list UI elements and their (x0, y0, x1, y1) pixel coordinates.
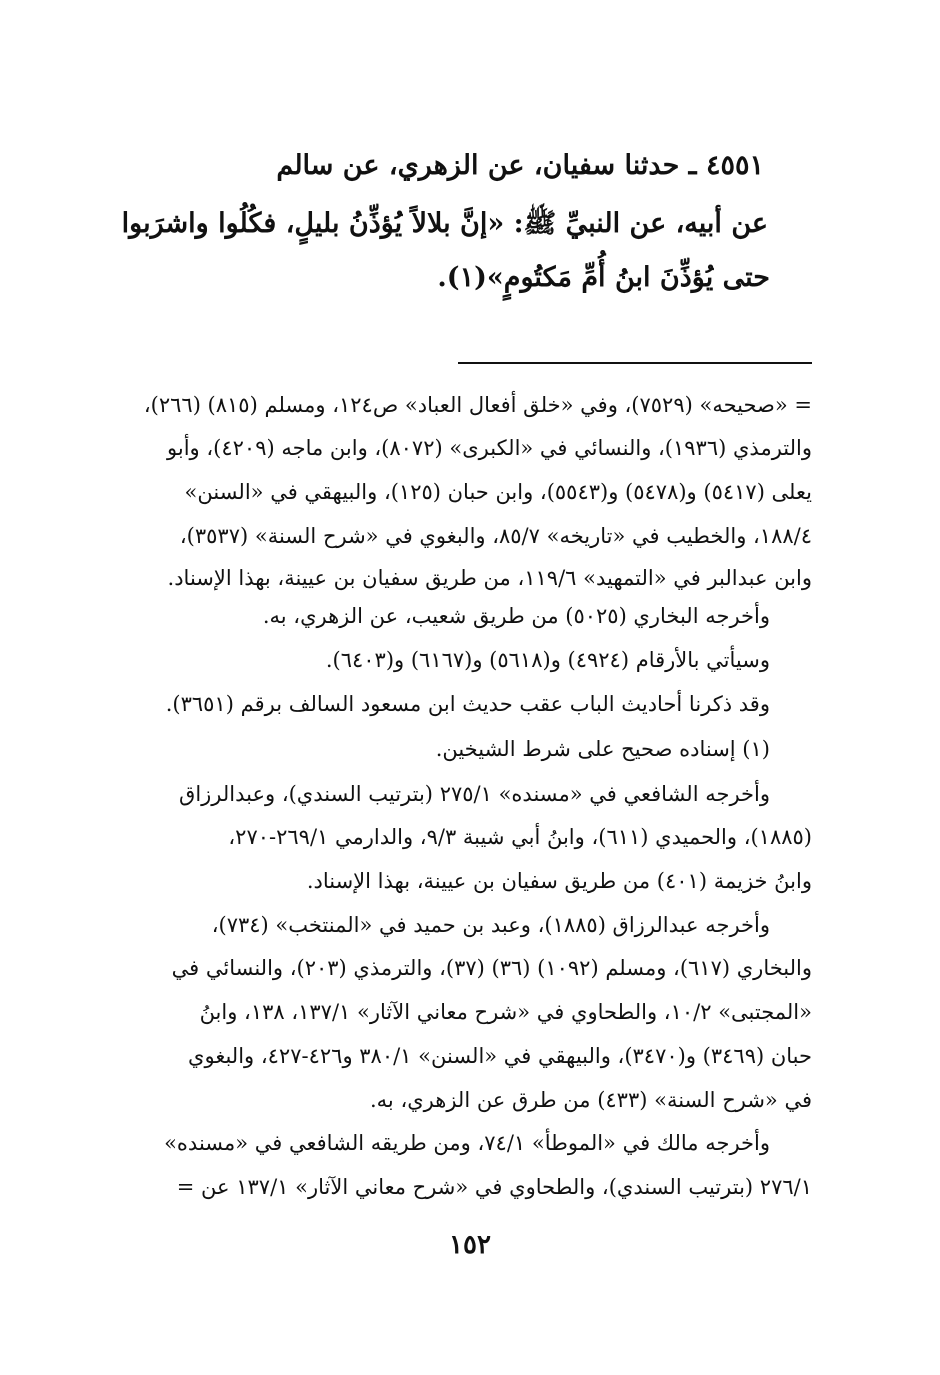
footnote-line: وأخرجه عبدالرزاق (١٨٨٥)، وعبد بن حميد في «المنتخب» (٧٣٤)، (211, 913, 770, 937)
footnote-line: ١٨٨/٤، والخطيب في «تاريخه» ٨٥/٧، والبغوي في «شرح السنة» (٣٥٣٧)، (179, 524, 812, 548)
footnote-line: وأخرجه الشافعي في «مسنده» ٢٧٥/١ (بترتيب السندي)، وعبدالرزاق (179, 782, 770, 806)
footnote-line: (١٨٨٥)، والحميدي (٦١١)، وابنُ أبي شيبة ٩/٣، والدارمي ٢٦٩/١-٢٧٠، (228, 825, 812, 849)
hadith-line-1: ٤٥٥١ ـ حدثنا سفيان، عن الزهري، عن سالم (276, 150, 764, 181)
footnote-line: وابنُ خزيمة (٤٠١) من طريق سفيان بن عيينة، بهذا الإسناد. (306, 869, 812, 893)
footnote-line: = «صحيحه» (٧٥٢٩)، وفي «خلق أفعال العباد» ص١٢٤، ومسلم (٨١٥) (٢٦٦)، (143, 393, 812, 417)
footnote-line: وسيأتي بالأرقام (٤٩٢٤) و(٥٦١٨) و(٦١٦٧) و(٦٤٠٣). (325, 648, 770, 672)
footnote-line: والبخاري (٦١٧)، ومسلم (١٠٩٢) (٣٦) (٣٧)، والترمذي (٢٠٣)، والنسائي في (171, 956, 812, 980)
footnote-line: «المجتبى» ١٠/٢، والطحاوي في «شرح معاني الآثار» ١٣٧/١، ١٣٨، وابنُ (199, 1000, 812, 1024)
footnote-line: وأخرجه البخاري (٥٠٢٥) من طريق شعيب، عن الزهري، به. (262, 604, 770, 628)
page-number: ١٥٢ (449, 1230, 491, 1260)
footnote-line: في «شرح السنة» (٤٣٣) من طرق عن الزهري، به. (370, 1088, 812, 1112)
footnote-separator (458, 362, 812, 364)
footnote-line: يعلى (٥٤١٧) و(٥٤٧٨) و(٥٥٤٣)، وابن حبان (١٢٥)، والبيهقي في «السنن» (184, 480, 812, 504)
footnote-line: (١) إسناده صحيح على شرط الشيخين. (435, 737, 770, 761)
footnote-line: والترمذي (١٩٣٦)، والنسائي في «الكبرى» (٨٠٧٢)، وابن ماجه (٤٢٠٩)، وأبو (167, 436, 812, 460)
hadith-line-3: حتى يُؤذِّنَ ابنُ أُمِّ مَكتُومٍ»(١). (437, 262, 770, 293)
hadith-line-2: عن أبيه، عن النبيِّ ﷺ: «إنَّ بلالاً يُؤذِّنُ بليلٍ، فكُلُوا واشرَبوا (121, 208, 768, 239)
footnote-line: حبان (٣٤٦٩) و(٣٤٧٠)، والبيهقي في «السنن» ٣٨٠/١ و٤٢٦-٤٢٧، والبغوي (188, 1044, 812, 1068)
footnote-line: وأخرجه مالك في «الموطأ» ٧٤/١، ومن طريقه الشافعي في «مسنده» (164, 1131, 770, 1155)
footnote-line: وابن عبدالبر في «التمهيد» ١١٩/٦، من طريق سفيان بن عيينة، بهذا الإسناد. (167, 566, 812, 590)
footnote-line: ٢٧٦/١ (بترتيب السندي)، والطحاوي في «شرح معاني الآثار» ١٣٧/١ عن = (176, 1175, 812, 1199)
footnote-line: وقد ذكرنا أحاديث الباب عقب حديث ابن مسعود السالف برقم (٣٦٥١). (165, 692, 770, 716)
